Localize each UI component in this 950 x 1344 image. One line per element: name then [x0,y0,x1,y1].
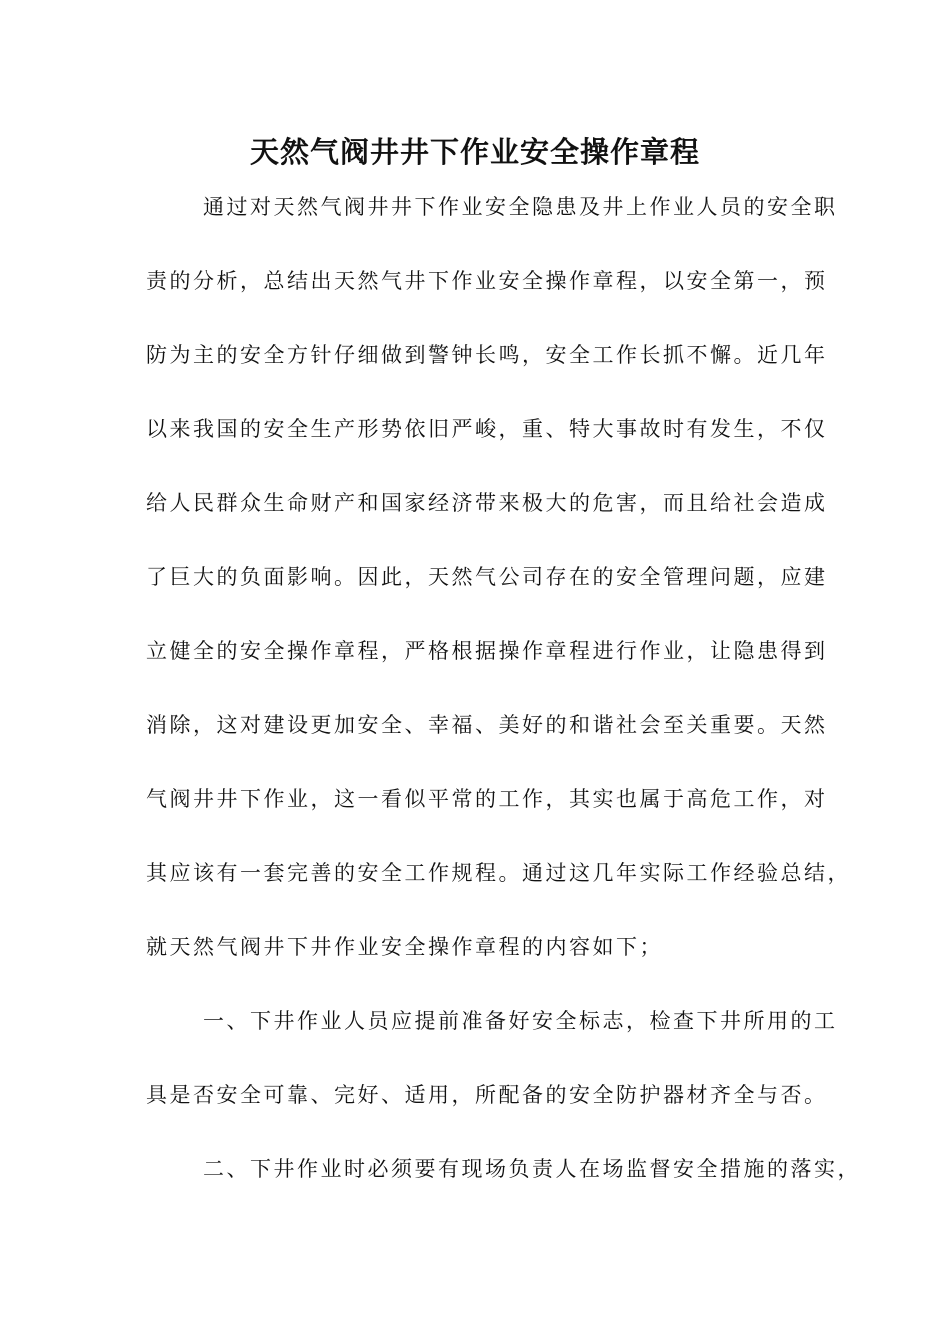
list-item-line: 二、下井作业时必须要有现场负责人在场监督安全措施的落实， [203,1157,861,1181]
paragraph-line: 以来我国的安全生产形势依旧严峻，重、特大事故时有发生，不仅 [146,417,828,441]
list-item-line: 具是否安全可靠、完好、适用，所配备的安全防护器材齐全与否。 [146,1083,828,1107]
paragraph-line: 气阀井井下作业，这一看似平常的工作，其实也属于高危工作，对 [146,787,828,811]
document-body [146,170,861,1206]
paragraph-line: 了巨大的负面影响。因此，天然气公司存在的安全管理问题，应建 [146,565,828,589]
paragraph-line: 就天然气阀井下井作业安全操作章程的内容如下； [146,935,663,959]
paragraph-line: 消除，这对建设更加安全、幸福、美好的和谐社会至关重要。天然 [146,713,828,737]
paragraph-line: 责的分析，总结出天然气井下作业安全操作章程，以安全第一，预 [146,269,828,293]
paragraph-line: 防为主的安全方针仔细做到警钟长鸣，安全工作长抓不懈。近几年 [146,343,828,367]
paragraph-line: 立健全的安全操作章程，严格根据操作章程进行作业，让隐患得到 [146,639,828,663]
paragraph-line: 通过对天然气阀井井下作业安全隐患及井上作业人员的安全职 [203,195,838,219]
paragraph-line: 其应该有一套完善的安全工作规程。通过这几年实际工作经验总结， [146,861,851,885]
document-title: 天然气阀井井下作业安全操作章程 [249,135,700,169]
paragraph-line: 给人民群众生命财产和国家经济带来极大的危害，而且给社会造成 [146,491,828,515]
list-item-line: 一、下井作业人员应提前准备好安全标志，检查下井所用的工 [203,1009,838,1033]
